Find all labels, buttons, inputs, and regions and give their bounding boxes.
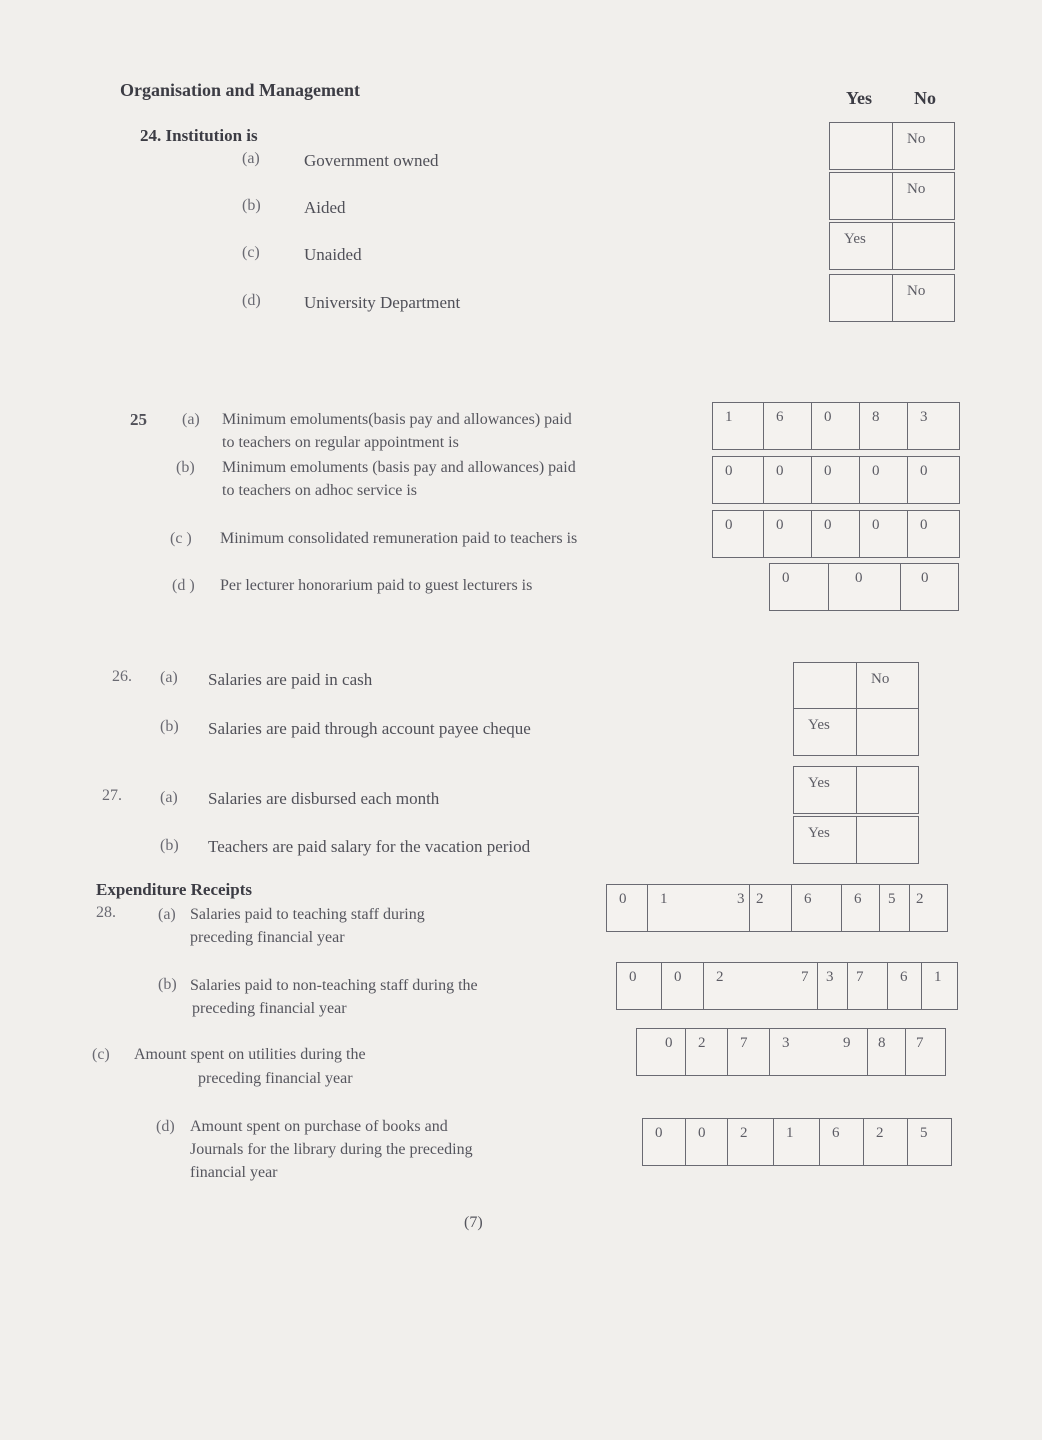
digit-cell[interactable]: 7 [847,963,887,1009]
digit-cell[interactable]: 0 [782,570,790,586]
q25-a-line2: to teachers on regular appointment is [222,434,459,451]
digit-cell[interactable]: 2 [909,885,947,931]
digit-cell[interactable]: 0 [900,564,958,610]
q28-b-line2: preceding financial year [192,1000,347,1017]
q28-b-line1: Salaries paid to non-teaching staff during the [190,977,478,994]
q28-b-digit-box[interactable] [616,962,958,1010]
q27-b-label: (b) [160,837,179,854]
digit-cell[interactable]: 6 [887,963,921,1009]
digit-cell[interactable]: 1 [647,885,687,931]
q26-a-text: Salaries are paid in cash [208,670,373,689]
digit-cell[interactable]: 6 [841,885,879,931]
digit-cell[interactable]: 2 [685,1029,727,1075]
q24-a-answer-box[interactable] [829,122,955,170]
digit-cell[interactable]: 2 [863,1119,907,1165]
digit-cell[interactable]: 2 [727,1119,773,1165]
q25-a-digit-box[interactable] [712,402,960,450]
q25-c-label: (c ) [170,530,192,547]
q24-c-answer-box[interactable] [829,222,955,270]
digit-cell[interactable]: 0 [655,1125,663,1141]
yes-cell[interactable] [794,663,856,709]
no-cell[interactable] [892,223,954,269]
yes-cell[interactable] [830,123,892,169]
q24-d-label: (d) [242,292,261,309]
digit-cell[interactable]: 0 [725,517,733,533]
q24-c-text: Unaided [304,245,362,264]
q28-c-digit-box[interactable] [636,1028,946,1076]
q28-d-line1: Amount spent on purchase of books and [190,1118,448,1135]
yes-cell[interactable]: Yes [844,231,866,247]
no-cell[interactable]: No [856,663,918,709]
q25-a-label: (a) [182,411,200,428]
q25-d-digit-box[interactable] [769,563,959,611]
q28-a-digit-box[interactable] [606,884,948,932]
digit-cell[interactable]: 0 [685,1119,727,1165]
q26-b-text: Salaries are paid through account payee cheque [208,719,531,738]
digit-cell[interactable]: 0 [859,457,907,503]
q28-c-label: (c) [92,1046,110,1063]
digit-cell[interactable]: 0 [811,403,859,449]
digit-cell[interactable]: 6 [819,1119,863,1165]
no-cell[interactable]: No [892,173,954,219]
q27-a-text: Salaries are disbursed each month [208,789,440,808]
q28-b-label: (b) [158,976,177,993]
digit-cell[interactable]: 7 [905,1029,945,1075]
q24-title: 24. Institution is [140,126,258,145]
digit-cell[interactable]: 5 [879,885,909,931]
q25-d-text: Per lecturer honorarium paid to guest lecturers is [220,577,533,594]
no-cell[interactable]: No [892,123,954,169]
digit-cell[interactable]: 7 [727,1029,769,1075]
yes-cell[interactable] [830,173,892,219]
digit-cell[interactable]: 0 [661,963,703,1009]
digit-cell[interactable]: 0 [619,891,627,907]
q27-a-answer-box[interactable] [793,766,919,814]
digit-cell[interactable]: 3 [907,403,959,449]
q28-number: 28. [96,904,116,921]
q25-b-line1: Minimum emoluments (basis pay and allowances) paid [222,459,576,476]
digit-cell[interactable]: 1 [725,409,733,425]
yes-cell[interactable]: Yes [808,717,830,733]
q28-c-line1: Amount spent on utilities during the [134,1046,366,1063]
q27-a-label: (a) [160,789,178,806]
q24-b-label: (b) [242,197,261,214]
q27-b-text: Teachers are paid salary for the vacation period [208,837,531,856]
q25-a-line1: Minimum emoluments(basis pay and allowances) paid [222,411,572,428]
digit-cell[interactable]: 0 [907,457,959,503]
digit-cell[interactable]: 0 [907,511,959,557]
yes-cell[interactable] [830,275,892,321]
q25-b-digit-box[interactable] [712,456,960,504]
digit-cell[interactable]: 3 [769,1029,841,1075]
q25-b-line2: to teachers on adhoc service is [222,482,418,499]
page-number: (7) [464,1214,483,1231]
q28-a-label: (a) [158,906,176,923]
no-cell[interactable] [856,817,918,863]
digit-cell[interactable]: 0 [763,457,811,503]
q25-c-digit-box[interactable] [712,510,960,558]
digit-cell[interactable]: 0 [828,564,900,610]
q28-d-line2: Journals for the library during the preceding [190,1141,473,1158]
digit-cell[interactable]: 8 [867,1029,905,1075]
expenditure-title: Expenditure Receipts [96,880,252,899]
digit-cell[interactable]: 6 [791,885,841,931]
q28-c-line2: preceding financial year [198,1070,353,1087]
digit-cell[interactable]: 3 [817,963,847,1009]
q24-a-text: Government owned [304,151,439,170]
digit-cell[interactable]: 7 [801,969,809,985]
digit-cell[interactable]: 3 [737,891,745,907]
digit-cell[interactable]: 0 [665,1035,673,1051]
q26-a-answer-box[interactable] [793,662,919,710]
q27-b-answer-box[interactable] [793,816,919,864]
digit-cell[interactable]: 5 [907,1119,951,1165]
q24-b-answer-box[interactable] [829,172,955,220]
yes-cell[interactable]: Yes [808,825,830,841]
yes-column-header: Yes [846,88,872,108]
digit-cell[interactable]: 2 [749,885,791,931]
digit-cell[interactable]: 8 [859,403,907,449]
q27-number: 27. [102,787,122,804]
q28-a-line2: preceding financial year [190,929,345,946]
digit-cell[interactable]: 1 [773,1119,819,1165]
no-cell[interactable] [856,709,918,755]
no-cell[interactable]: No [892,275,954,321]
digit-cell[interactable]: 0 [629,969,637,985]
q28-d-digit-box[interactable] [642,1118,952,1166]
q28-a-line1: Salaries paid to teaching staff during [190,906,425,923]
q25-c-text: Minimum consolidated remuneration paid to teachers is [220,530,578,547]
q24-c-label: (c) [242,244,260,261]
q24-b-text: Aided [304,198,346,217]
no-column-header: No [914,88,936,108]
q26-b-label: (b) [160,718,179,735]
digit-cell[interactable]: 9 [843,1035,851,1051]
q25-b-label: (b) [176,459,195,476]
digit-cell[interactable]: 2 [703,963,773,1009]
digit-cell[interactable]: 0 [859,511,907,557]
q28-d-line3: financial year [190,1164,278,1181]
section-title: Organisation and Management [120,80,361,100]
q26-number: 26. [112,668,132,685]
q28-d-label: (d) [156,1118,175,1135]
yes-cell[interactable]: Yes [808,775,830,791]
q24-d-text: University Department [304,293,461,312]
q26-a-label: (a) [160,669,178,686]
digit-cell[interactable]: 0 [811,457,859,503]
digit-cell[interactable]: 0 [725,463,733,479]
q25-number: 25 [130,410,147,429]
digit-cell[interactable]: 0 [811,511,859,557]
q25-d-label: (d ) [172,577,195,594]
digit-cell[interactable]: 6 [763,403,811,449]
digit-cell[interactable]: 1 [921,963,957,1009]
q24-a-label: (a) [242,150,260,167]
digit-cell[interactable]: 0 [763,511,811,557]
q24-d-answer-box[interactable] [829,274,955,322]
no-cell[interactable] [856,767,918,813]
digit-cell[interactable] [687,885,727,931]
q26-b-answer-box[interactable] [793,708,919,756]
